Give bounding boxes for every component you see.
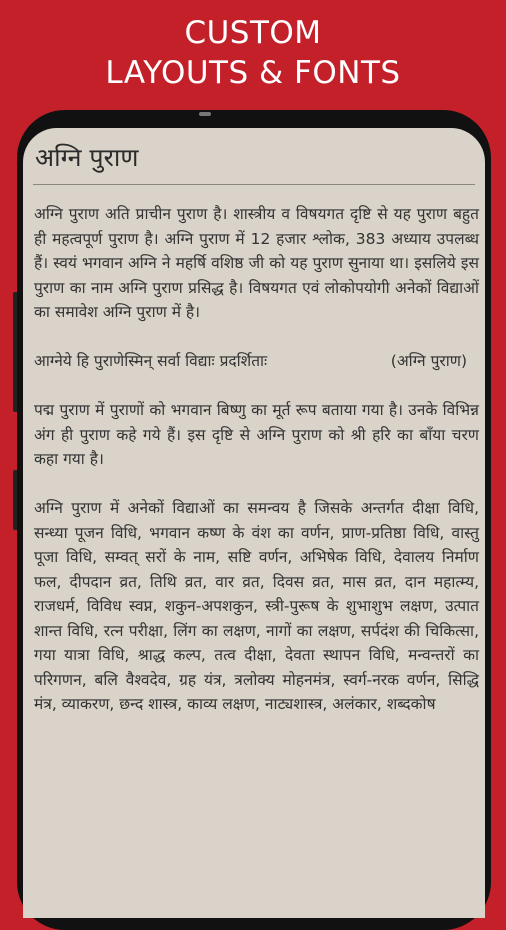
paragraph-padma: पद्म पुराण में पुराणों को भगवान बिष्णु का मूर्त रूप बताया गया है। उनके विभिन्न अंग ही पुराण कहे गये हैं। इस दृष्टि से अग्नि पुराण को श्री हरि का बाँया चरण कहा गया है।	[34, 401, 479, 468]
document-content[interactable]	[34, 202, 479, 741]
paragraph-topics: अग्नि पुराण में अनेकों विद्याओं का समन्वय है जिसके अन्तर्गत दीक्षा विधि, सन्ध्या पूजन विधि, भगवान कष्ण के वंश का वर्णन, प्राण-प्रतिष्ठा विधि, वास्तु पूजा विधि, सम्वत् सरों के नाम, सष्टि वर्णन, अभिषेक विधि, देवालय निर्माण फल, दीपदान व्रत, तिथि व्रत, वार व्रत, दिवस व्रत, मास व्रत, दान महात्म्य, राजधर्म, विविध स्वप्न, शकुन-अपशकुन, स्त्री-पुरूष के शुभाशुभ लक्षण, उत्पात शान्त विधि, रत्न परीक्षा, लिंग का लक्षण, नागों का लक्षण, सर्पदंश की चिकित्सा, गया यात्रा विधि, श्राद्ध कल्प, तत्व दीक्षा, देवता स्थापन विधि, मन्वन्तरों का परिगणन, बलि वैश्वदेव, ग्रह यंत्र, त्रलोक्य मोहनमंत्र, स्वर्ग-नरक वर्णन, सिद्धि मंत्र, व्याकरण, छन्द शास्त्र, काव्य लक्षण, नाट्यशास्त्र, अलंकार, शब्दकोष	[34, 499, 479, 713]
title-divider	[33, 184, 475, 185]
verse-quote	[34, 349, 479, 374]
promo-heading-line1: CUSTOM	[184, 15, 322, 51]
reader-screen[interactable]	[23, 128, 485, 918]
verse-text: आग्नेये हि पुराणेस्मिन् सर्वा विद्याः प्रदर्शिताः	[34, 352, 268, 370]
verse-source: (अग्नि पुराण)	[390, 352, 467, 370]
phone-speaker	[199, 112, 211, 116]
document-title: अग्नि पुराण	[35, 143, 139, 172]
promo-heading-line2: LAYOUTS & FONTS	[105, 55, 401, 91]
paragraph-intro: अग्नि पुराण अति प्राचीन पुराण है। शास्त्रीय व विषयगत दृष्टि से यह पुराण बहुत ही महत्वपूर्ण पुराण है। अग्नि पुराण में 12 हजार श्लोक, 383 अध्याय उपलब्ध हैं। स्वयं भगवान अग्नि ने महर्षि वशिष्ठ जी को यह पुराण सुनाया था। इसलिये इस पुराण का नाम अग्नि पुराण प्रसिद्ध है। विषयगत एवं लोकोपयोगी अनेकों विद्याओं का समावेश अग्नि पुराण में है।	[34, 205, 479, 321]
